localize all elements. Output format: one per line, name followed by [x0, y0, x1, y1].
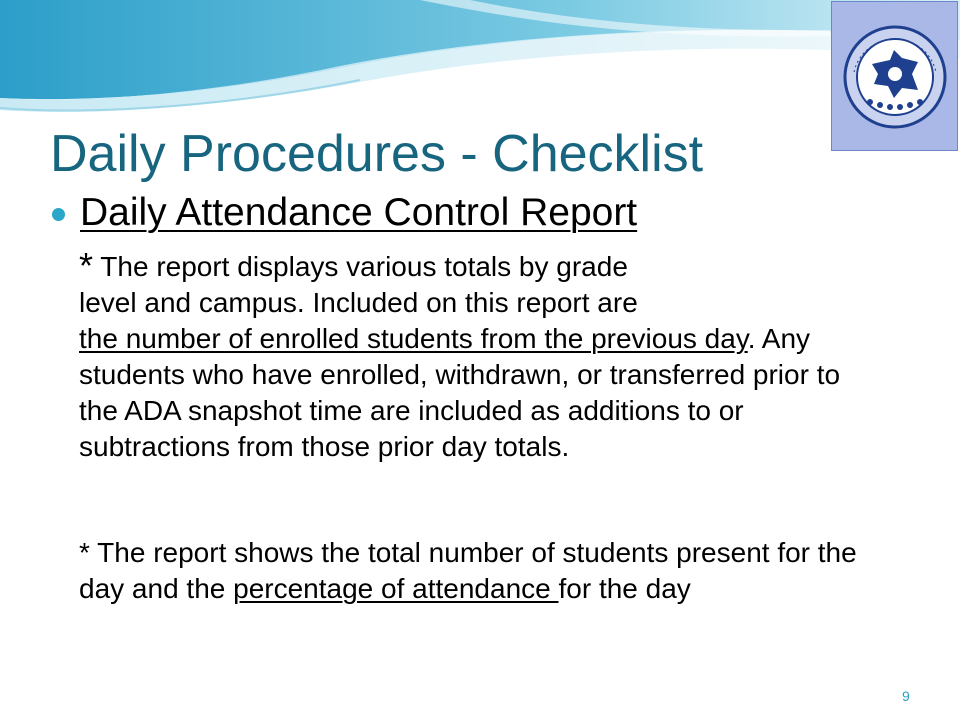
asterisk-marker: *	[79, 245, 94, 286]
bullet-dot	[52, 208, 65, 221]
para2-underlined-text: percentage of attendance	[233, 573, 559, 604]
para2-tail: for the day	[558, 573, 691, 604]
paragraph-report-totals	[79, 245, 879, 465]
district-logo	[831, 1, 958, 151]
para1-rest: . Any students who have enrolled, withdrawn, or transferred prior to the ADA snapshot time are included as additions to or subtractions from those prior day totals.	[79, 323, 841, 462]
page-number: 9	[902, 688, 910, 704]
slide-title: Daily Procedures - Checklist	[50, 125, 704, 183]
paragraph-attendance-percentage	[79, 535, 879, 607]
para1-line1: The report displays various totals by grade	[93, 251, 628, 282]
district-seal-icon	[832, 2, 959, 152]
para2-lead: * The report shows the total number of students present for the day and the	[79, 537, 857, 604]
bullet-heading: Daily Attendance Control Report	[80, 191, 638, 234]
header-wave-decoration	[0, 0, 960, 120]
para1-underlined-text: the number of enrolled students from the previous day	[79, 323, 748, 354]
para1-line2: level and campus. Included on this report are	[79, 287, 638, 318]
